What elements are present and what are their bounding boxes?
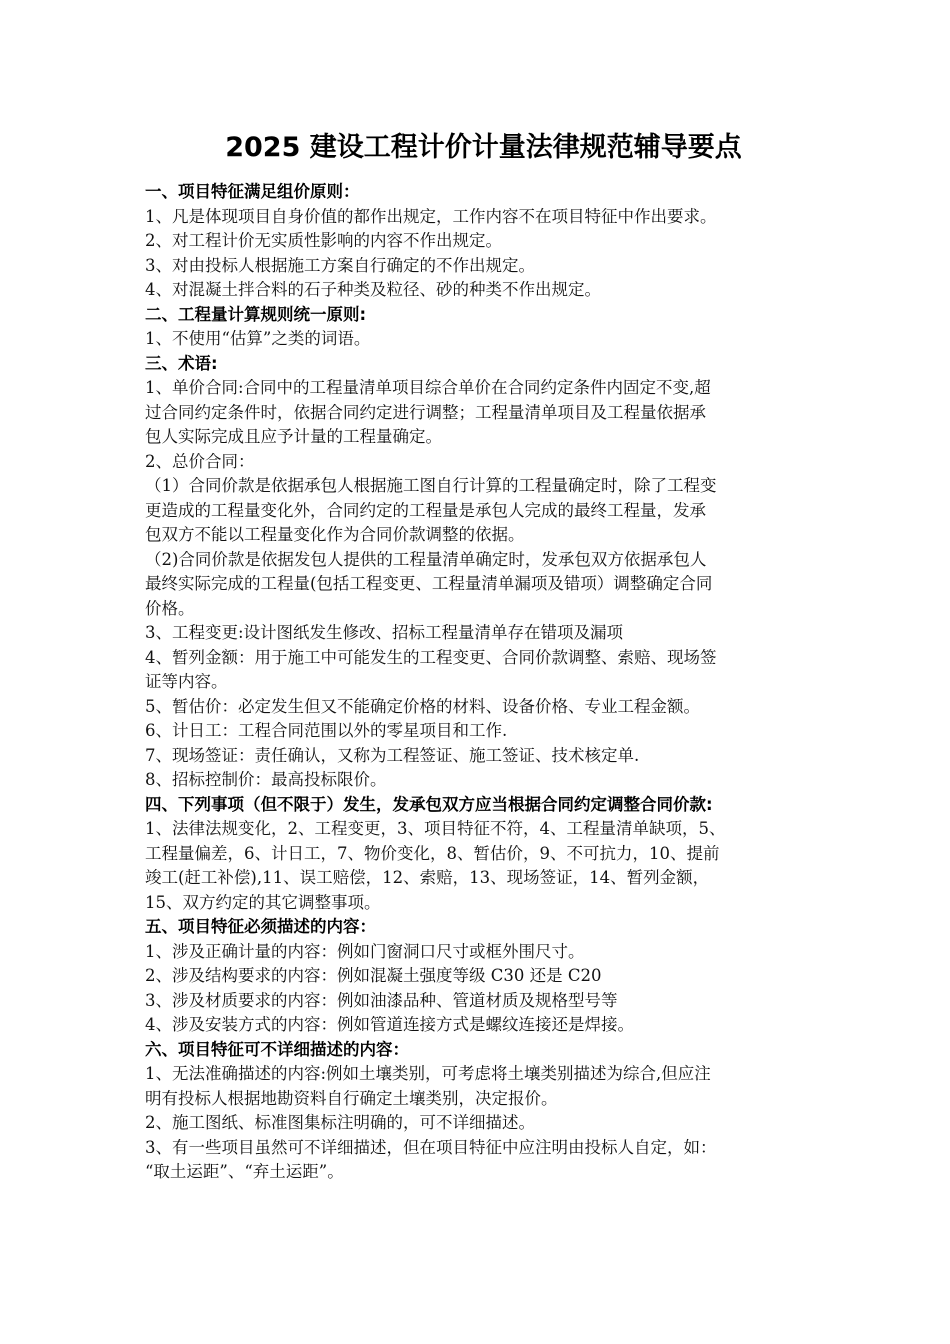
text-line: （2)合同价款是依据发包人提供的工程量清单确定时，发承包双方依据承包人 bbox=[145, 549, 707, 569]
section-heading: 四、下列事项（但不限于）发生，发承包双方应当根据合同约定调整合同价款: bbox=[145, 794, 713, 814]
text-line: 最终实际完成的工程量(包括工程变更、工程量清单漏项及错项）调整确定合同 bbox=[145, 574, 713, 593]
section-heading: 三、术语: bbox=[145, 353, 218, 373]
text-line: 2、涉及结构要求的内容：例如混凝土强度等级 C30 还是 C20 bbox=[145, 966, 602, 985]
document-title: 2025 建设工程计价计量法律规范辅导要点 bbox=[225, 132, 742, 163]
text-line: 1、不使用“估算”之类的词语。 bbox=[145, 329, 371, 348]
text-line: 包双方不能以工程量变化作为合同价款调整的依据。 bbox=[145, 525, 525, 544]
text-line: 价格。 bbox=[145, 598, 195, 618]
text-line: 过合同约定条件时，依据合同约定进行调整；工程量清单项目及工程量依据承 bbox=[145, 402, 706, 422]
text-line: 2、对工程计价无实质性影响的内容不作出规定。 bbox=[145, 231, 502, 250]
text-line: 包人实际完成且应予计量的工程量确定。 bbox=[145, 427, 442, 446]
section-heading: 六、项目特征可不详细描述的内容： bbox=[145, 1039, 409, 1059]
document-body bbox=[145, 180, 822, 1185]
text-line: 明有投标人根据地勘资料自行确定土壤类别，决定报价。 bbox=[145, 1088, 558, 1108]
text-line: 6、计日工：工程合同范围以外的零星项目和工作. bbox=[145, 721, 508, 740]
text-line: 工程量偏差，6、计日工，7、物价变化，8、暂估价，9、不可抗力，10、提前 bbox=[145, 843, 720, 863]
section-heading: 一、项目特征满足组价原则： bbox=[145, 182, 360, 201]
text-line: 3、有一些项目虽然可不详细描述，但在项目特征中应注明由投标人自定，如： bbox=[145, 1137, 717, 1157]
text-line: 15、双方约定的其它调整事项。 bbox=[145, 892, 381, 912]
text-line: 4、对混凝土拌合料的石子种类及粒径、砂的种类不作出规定。 bbox=[145, 280, 601, 299]
text-line: 3、对由投标人根据施工方案自行确定的不作出规定。 bbox=[145, 255, 535, 275]
text-line: “取土运距”、“弃土运距”。 bbox=[145, 1162, 344, 1181]
section-heading: 五、项目特征必须描述的内容： bbox=[145, 917, 376, 936]
text-line: 1、单价合同:合同中的工程量清单项目综合单价在合同约定条件内固定不变,超 bbox=[145, 378, 711, 397]
text-line: 1、涉及正确计量的内容：例如门窗洞口尺寸或框外围尺寸。 bbox=[145, 941, 585, 961]
text-line: 1、凡是体现项目自身价值的都作出规定，工作内容不在项目特征中作出要求。 bbox=[145, 206, 717, 226]
text-line: 4、涉及安装方式的内容：例如管道连接方式是螺纹连接还是焊接。 bbox=[145, 1015, 634, 1034]
text-line: 更造成的工程量变化外，合同约定的工程量是承包人完成的最终工程量，发承 bbox=[145, 500, 706, 520]
text-line: 5、暂估价：必定发生但又不能确定价格的材料、设备价格、专业工程金额。 bbox=[145, 696, 700, 716]
text-line: 2、施工图纸、标准图集标注明确的，可不详细描述。 bbox=[145, 1113, 535, 1132]
text-line: （1）合同价款是依据承包人根据施工图自行计算的工程量确定时，除了工程变 bbox=[145, 476, 717, 495]
text-line: 8、招标控制价：最高投标限价。 bbox=[145, 770, 387, 789]
text-line: 7、现场签证：责任确认，又称为工程签证、施工签证、技术核定单. bbox=[145, 745, 640, 765]
text-line: 3、工程变更:设计图纸发生修改、招标工程量清单存在错项及漏项 bbox=[145, 623, 624, 642]
text-line: 2、总价合同： bbox=[145, 451, 255, 471]
text-line: 4、暂列金额：用于施工中可能发生的工程变更、合同价款调整、索赔、现场签 bbox=[145, 647, 717, 667]
section-heading: 二、工程量计算规则统一原则: bbox=[145, 304, 367, 324]
text-line: 1、法律法规变化，2、工程变更，3、项目特征不符，4、工程量清单缺项，5、 bbox=[145, 819, 726, 838]
text-line: 竣工(赶工补偿),11、误工赔偿，12、索赔，13、现场签证，14、暂列金额， bbox=[145, 868, 710, 887]
text-line: 1、无法准确描述的内容:例如土壤类别，可考虑将土壤类别描述为综合,但应注 bbox=[145, 1064, 711, 1083]
text-line: 3、涉及材质要求的内容：例如油漆品种、管道材质及规格型号等 bbox=[145, 990, 618, 1010]
text-line: 证等内容。 bbox=[145, 672, 228, 691]
